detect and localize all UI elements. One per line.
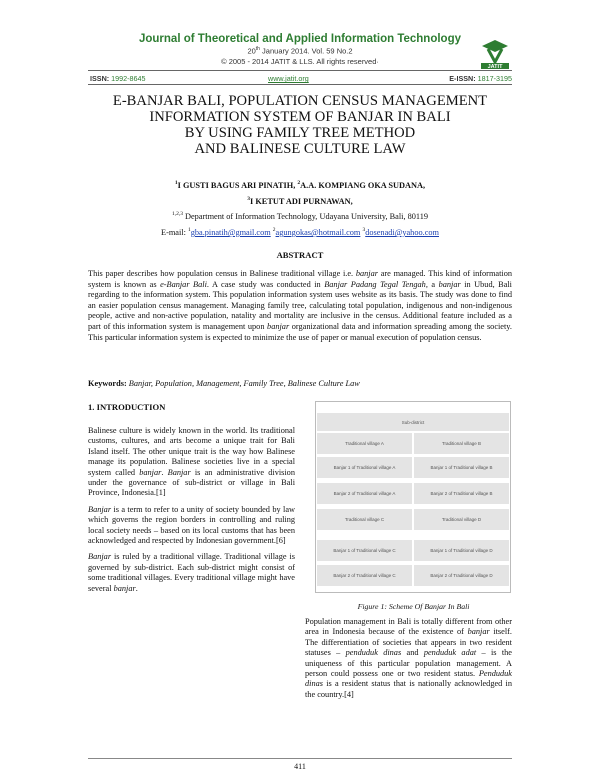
figure-row <box>316 508 510 531</box>
paragraph: Balinese culture is widely known in the world. Its traditional customs, cultures, and arts become a unique trait for Bali Island itself. The other unique trait is the way how Balinese manage its population. Balinese societies live in a special system called banjar. Banjar is an administrative division under the governance of sub-district or village in Bali Province, Indonesia.[1] <box>88 426 295 498</box>
figure-row <box>316 482 510 505</box>
figure-cell: Traditional village A <box>316 432 413 455</box>
emails: E-mail: $^1$gba.pinatih@gmail.com $^2$agungokas@hotmail.com $^3$dosenadi@yahoo.com <box>161 227 439 237</box>
journal-url[interactable]: www.jatit.org <box>268 74 309 83</box>
paragraph: Banjar is a term to refer to a unity of society bounded by law which governs the region borders in controlling and ruling local society needs – based on its local customs that has been acknowledged and respected by Indonesian government.[6] <box>88 504 295 546</box>
figure-cell: Banjar 2 of Traditional village C <box>316 564 413 587</box>
paragraph: Banjar is ruled by a traditional village. Traditional village is governed by sub-district. Each sub-district might consist of some traditional villages. Every traditional village might have several banjar. <box>88 552 295 593</box>
figure-cell: Banjar 2 of Traditional village D <box>413 564 510 587</box>
figure-cell: Traditional village B <box>413 432 510 455</box>
issn: ISSN: 1992-8645 <box>90 74 146 83</box>
page-number: 411 <box>294 762 306 771</box>
figure-row-top <box>316 412 510 432</box>
figure-cell-subdistrict: Sub-district <box>316 412 510 432</box>
figure-banjar-scheme <box>315 401 511 593</box>
footer-rule <box>88 758 512 759</box>
figure-row <box>316 539 510 562</box>
section-heading-introduction: 1. INTRODUCTION <box>88 402 166 412</box>
eissn: E-ISSN: 1817-3195 <box>449 74 512 83</box>
authors-line-1: $^1$I GUSTI BAGUS ARI PINATIH, $^2$A.A. KOMPIANG OKA SUDANA, <box>174 180 426 190</box>
figure-row <box>316 564 510 587</box>
figure-cell: Banjar 1 of Traditional village C <box>316 539 413 562</box>
figure-row <box>316 432 510 455</box>
copyright: © 2005 - 2014 JATIT & LLS. All rights reserved· <box>221 57 379 66</box>
email-link-1[interactable]: gba.pinatih@gmail.com <box>190 227 271 237</box>
issue-info: 20th January 2014. Vol. 59 No.2 <box>247 46 353 56</box>
keywords: Keywords: Banjar, Population, Management, Family Tree, Balinese Culture Law <box>88 379 360 388</box>
figure-caption: Figure 1: Scheme Of Banjar In Bali <box>357 602 470 611</box>
logo-text: JATIT <box>487 64 503 70</box>
affiliation: $^{1,2,3}$ Department of Information Technology, Udayana University, Bali, 80119 <box>171 211 429 221</box>
paper-title: E-BANJAR BALI, POPULATION CENSUS MANAGEMENT INFORMATION SYSTEM OF BANJAR IN BALI BY USING FAMILY TREE METHOD AND BALINESE CULTURE LAW <box>112 93 488 157</box>
right-column-text <box>305 617 512 700</box>
figure-cell: Traditional village C <box>316 508 413 531</box>
journal-title: Journal of Theoretical and Applied Information Technology <box>138 33 462 45</box>
email-link-2[interactable]: agungokas@hotmail.com <box>275 227 361 237</box>
left-column-text <box>88 426 295 600</box>
figure-cell: Traditional village D <box>413 508 510 531</box>
email-link-3[interactable]: dosenadi@yahoo.com <box>365 227 439 237</box>
header-rule-bottom <box>88 84 512 85</box>
header-rule-top <box>88 70 512 71</box>
figure-cell: Banjar 1 of Traditional village A <box>316 456 413 479</box>
abstract-body: This paper describes how population census in Balinese traditional village i.e. banjar are managed. This kind of information system is known as e-Banjar Bali. A case study was conducted in Banjar Padang Tegal Tengah, a banjar in Ubud, Bali regarding to the information system. This population information system uses website as its basis. The study was done to find an easier population census management. Managing family tree, calculating total population, indigenous and non-indigenous people, active and non-active population, natality and mortality are inclusive in the census. Additional feature included as a part of this information system is management upon banjar organizational data and information spreading among the society. This particular information system is expected to minimize the use of paper or manual execution of population census. <box>88 269 512 342</box>
jatit-logo <box>478 38 512 70</box>
abstract-heading: ABSTRACT <box>276 250 324 260</box>
figure-cell: Banjar 1 of Traditional village B <box>413 456 510 479</box>
figure-cell: Banjar 1 of Traditional village D <box>413 539 510 562</box>
figure-cell: Banjar 2 of Traditional village A <box>316 482 413 505</box>
figure-cell: Banjar 2 of Traditional village B <box>413 482 510 505</box>
paragraph: Population management in Bali is totally different from other area in Indonesia because of the existence of banjar itself. The differentiation of societies that appears in two resident statuses – penduduk dinas and penduduk adat – is the uniqueness of this particular population management. A person could possess one or two resident status. Penduduk dinas is a resident status that is nationally acknowledged in the country.[4] <box>305 617 512 699</box>
figure-row <box>316 456 510 479</box>
authors-line-2: $^3$I KETUT ADI PURNAWAN, <box>247 196 353 206</box>
